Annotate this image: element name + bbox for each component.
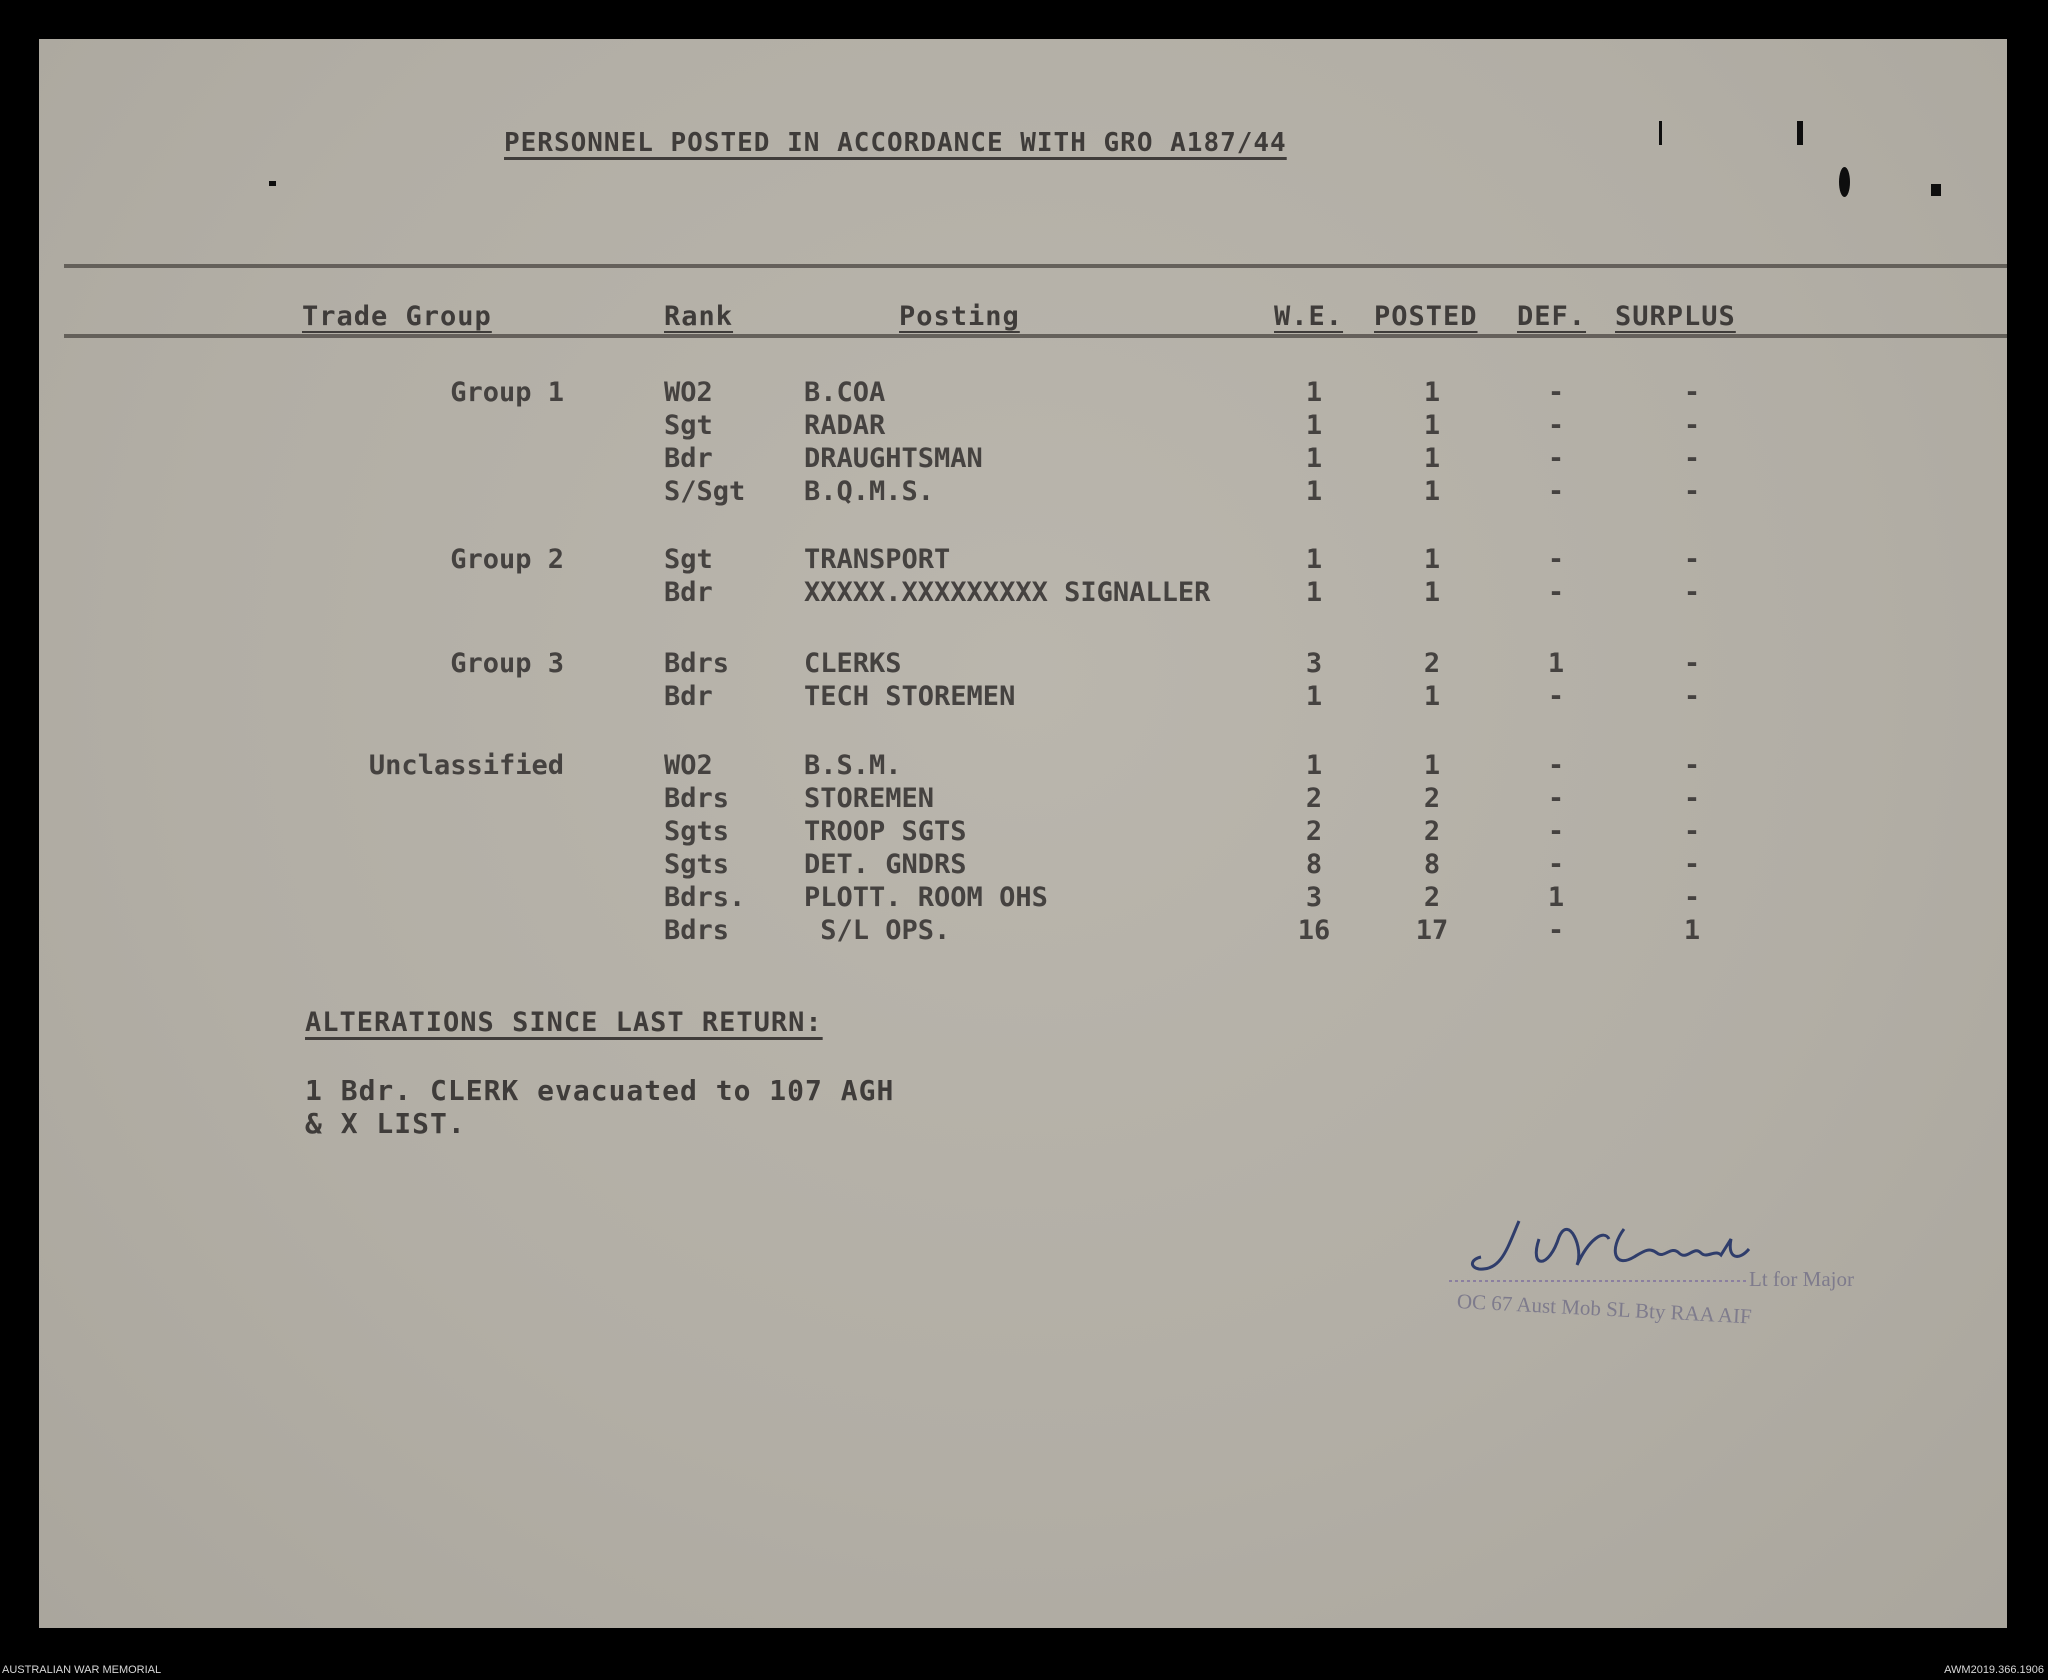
posted-cell: 2 [1423,816,1441,847]
paper-speck [1659,121,1662,145]
header-rule [64,334,2007,338]
rank-cell: Sgts [664,849,730,880]
surplus-cell: - [1683,882,1701,913]
table-row [39,915,2007,948]
alteration-line-1: 1 Bdr. CLERK evacuated to 107 AGH [305,1074,895,1107]
table-row [39,577,2007,610]
def-cell: - [1547,915,1565,946]
surplus-cell: - [1683,410,1701,441]
rank-cell: S/Sgt [664,476,746,507]
table-row [39,443,2007,476]
posted-cell: 1 [1423,443,1441,474]
posted-cell: 8 [1423,849,1441,880]
header-trade-group: Trade Group [302,301,492,332]
table-row [39,816,2007,849]
posting-cell: DRAUGHTSMAN [804,443,983,474]
posted-cell: 1 [1423,476,1441,507]
surplus-cell: - [1683,544,1701,575]
rank-cell: Sgts [664,816,730,847]
table-row [39,648,2007,681]
def-cell: - [1547,544,1565,575]
def-cell: - [1547,783,1565,814]
rank-cell: Bdr [664,577,713,608]
unit-stamp: OC 67 Aust Mob SL Bty RAA AIF [1456,1289,1753,1329]
posted-cell: 1 [1423,681,1441,712]
surplus-cell: - [1683,681,1701,712]
table-row [39,882,2007,915]
alteration-line-2: & X LIST. [305,1107,466,1140]
surplus-cell: - [1683,849,1701,880]
surplus-cell: - [1683,476,1701,507]
rank-cell: Sgt [664,410,713,441]
paper-speck [1839,167,1850,197]
posting-cell: TECH STOREMEN [804,681,1016,712]
posted-cell: 1 [1423,410,1441,441]
signature-role: Lt for Major [1749,1267,1854,1291]
def-cell: - [1547,750,1565,781]
footer-id: AWM2019.366.1906 [1944,1664,2044,1676]
posting-cell: CLERKS [804,648,902,679]
posted-cell: 2 [1423,648,1441,679]
def-cell: 1 [1547,648,1565,679]
posting-cell: B.COA [804,377,886,408]
paper-speck [1931,184,1941,196]
document-title: PERSONNEL POSTED IN ACCORDANCE WITH GRO A187/44 [504,128,1287,158]
trade-group-cell: Group 2 [450,544,564,575]
we-cell: 1 [1305,410,1323,441]
posting-cell: STOREMEN [804,783,935,814]
we-cell: 1 [1305,476,1323,507]
we-cell: 1 [1305,443,1323,474]
we-cell: 1 [1305,377,1323,408]
we-cell: 16 [1297,915,1331,946]
rank-cell: Sgt [664,544,713,575]
table-row [39,681,2007,714]
table-row [39,544,2007,577]
surplus-cell: - [1683,577,1701,608]
top-rule [64,264,2007,268]
rank-cell: Bdr [664,443,713,474]
posted-cell: 1 [1423,544,1441,575]
def-cell: - [1547,443,1565,474]
header-rank: Rank [664,301,734,332]
posting-cell: TRANSPORT [804,544,951,575]
header-we: W.E. [1274,301,1344,332]
posting-cell: PLOTT. ROOM OHS [804,882,1048,913]
table-row [39,750,2007,783]
surplus-cell: - [1683,816,1701,847]
we-cell: 8 [1305,849,1323,880]
posting-cell: DET. GNDRS [804,849,967,880]
we-cell: 2 [1305,816,1323,847]
we-cell: 2 [1305,783,1323,814]
surplus-cell: - [1683,750,1701,781]
def-cell: - [1547,377,1565,408]
posting-cell: B.Q.M.S. [804,476,935,507]
rank-cell: Bdrs [664,783,730,814]
posting-cell: S/L OPS. [804,915,951,946]
posting-cell: XXXXX.XXXXXXXXX SIGNALLER [804,577,1211,608]
def-cell: - [1547,410,1565,441]
def-cell: - [1547,681,1565,712]
signature-block [1409,1209,1929,1349]
rank-cell: WO2 [664,377,713,408]
we-cell: 1 [1305,577,1323,608]
footer-source: AUSTRALIAN WAR MEMORIAL [2,1664,162,1676]
posting-cell: TROOP SGTS [804,816,967,847]
def-cell: - [1547,816,1565,847]
posted-cell: 17 [1415,915,1449,946]
posting-cell: B.S.M. [804,750,902,781]
def-cell: - [1547,849,1565,880]
rank-cell: WO2 [664,750,713,781]
trade-group-cell: Group 1 [450,377,564,408]
posting-cell: RADAR [804,410,886,441]
surplus-cell: - [1683,783,1701,814]
posted-cell: 1 [1423,750,1441,781]
header-posted: POSTED [1374,301,1478,332]
trade-group-cell: Unclassified [368,750,564,781]
document-sheet [39,39,2007,1628]
posted-cell: 2 [1423,783,1441,814]
paper-speck [269,181,276,186]
def-cell: 1 [1547,882,1565,913]
table-row [39,476,2007,509]
we-cell: 1 [1305,544,1323,575]
we-cell: 1 [1305,681,1323,712]
table-row [39,849,2007,882]
surplus-cell: 1 [1683,915,1701,946]
alterations-heading: ALTERATIONS SINCE LAST RETURN: [305,1007,823,1038]
surplus-cell: - [1683,648,1701,679]
surplus-cell: - [1683,443,1701,474]
table-row [39,410,2007,443]
paper-speck [1797,121,1803,145]
def-cell: - [1547,577,1565,608]
rank-cell: Bdr [664,681,713,712]
rank-cell: Bdrs [664,915,730,946]
header-def: DEF. [1517,301,1587,332]
def-cell: - [1547,476,1565,507]
trade-group-cell: Group 3 [450,648,564,679]
we-cell: 3 [1305,648,1323,679]
rank-cell: Bdrs [664,648,730,679]
header-surplus: SURPLUS [1615,301,1736,332]
posted-cell: 1 [1423,577,1441,608]
we-cell: 3 [1305,882,1323,913]
header-posting: Posting [899,301,1020,332]
rank-cell: Bdrs. [664,882,746,913]
posted-cell: 2 [1423,882,1441,913]
table-row [39,377,2007,410]
surplus-cell: - [1683,377,1701,408]
we-cell: 1 [1305,750,1323,781]
table-row [39,783,2007,816]
posted-cell: 1 [1423,377,1441,408]
